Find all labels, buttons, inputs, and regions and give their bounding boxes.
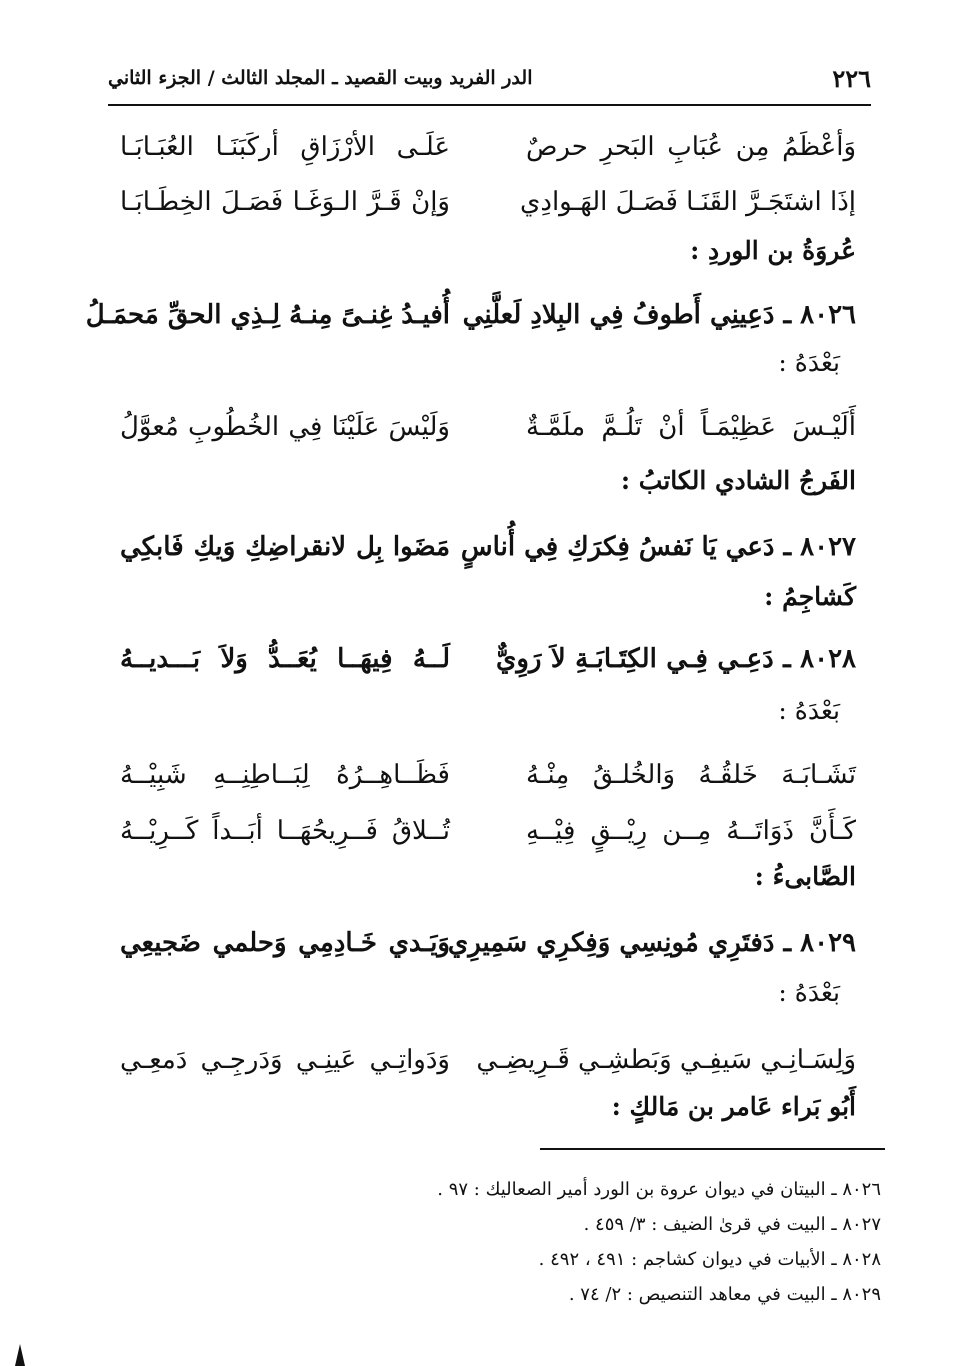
poet-name: كَشاجِمُ : — [764, 582, 856, 611]
continuation-label: بَعْدَهُ : — [778, 978, 840, 1007]
verse-line — [120, 750, 856, 800]
verse-line — [120, 177, 856, 227]
verse-first-hemistich: وَلِسَـانِـي سَيفِـي وَبَطشِـي قَـرِيضِـي — [476, 1045, 856, 1075]
verse-second-hemistich: أُفيـدُ غِنـىً مِنـهُ لِـذِي الحقِّ مَحمَـلُ — [85, 300, 450, 330]
verse-second-hemistich: فَظَــاهِــرُهُ لِبَــاطِنِــهِ شَبِيْــهُ — [120, 760, 450, 790]
footnote: ٨٠٢٦ ـ البيتان في ديوان عروة بن الورد أمير الصعاليك : ٩٧ . — [437, 1179, 881, 1200]
verse-second-hemistich: وَدَواتِـي عَينِـي وَدَرجِـي دَمعِـي — [120, 1045, 450, 1075]
footnotes — [437, 1172, 881, 1312]
verse-first-hemistich: ٨٠٢٦ ـ دَعِينِي أَطوفُ فِي البِلادِ لَعلَّنِي — [462, 300, 856, 330]
verse-second-hemistich: عَلَـى الأرْزَاقِ أركَبَنَـا العُبَـابَـا — [120, 132, 450, 162]
running-title: الدر الفريد وبيت القصيد ـ المجلد الثالث / الجزء الثاني — [108, 67, 533, 89]
continuation-label: بَعْدَهُ : — [778, 696, 840, 725]
verse-line — [120, 402, 856, 452]
page-header — [108, 58, 871, 98]
corner-mark — [15, 1344, 25, 1366]
verse-second-hemistich: مَضَوا بِل لانقراضِكِ وَيكِ فَابكِي — [120, 532, 450, 562]
verse-first-hemistich: ٨٠٢٧ ـ دَعي يَا نَفسُ فِكرَكِ فِي أُناسٍ — [460, 532, 856, 562]
verse-second-hemistich: وَلَيْسَ عَلَيْنَا فِي الخُطُوبِ مُعوَّلُ — [120, 412, 450, 442]
verse-first-hemistich: ٨٠٢٩ ـ دَفتَرِي مُونِسِي وَفِكرِي سَمِيرِي — [447, 928, 856, 958]
verse-line — [120, 1035, 856, 1085]
numbered-verse — [120, 522, 856, 572]
verse-second-hemistich: تُــلاقُ فَــرِيحُهَــا أبَــداً كَــرِيْــهُ — [120, 816, 450, 846]
poet-name: عُروَةُ بن الوردِ : — [690, 236, 856, 265]
numbered-verse — [120, 634, 856, 684]
verse-first-hemistich: إذَا اشتَجَـرَّ القَنَـا فَصَـلَ الهَـوادِي — [520, 187, 856, 217]
page-number: ٢٢٦ — [832, 63, 871, 93]
verse-second-hemistich: وَإنْ قَـرَّ الـوَغَـا فَصَـلَ الخِطَـابَـا — [120, 187, 450, 217]
footnote: ٨٠٢٩ ـ البيت في معاهد التنصيص : ٢/ ٧٤ . — [568, 1284, 881, 1305]
footnote: ٨٠٢٨ ـ الأبيات في ديوان كشاجم : ٤٩١ ، ٤٩٢ . — [538, 1249, 881, 1270]
verse-first-hemistich: أَلَيْـسَ عَظِيْمَـاً أنْ تَلُـمَّ ملَمَّـةٌ — [526, 412, 856, 442]
verse-second-hemistich: لَــهُ فِيهَــا يُعَــدُّ وَلاَ بَـــديــهُ — [120, 644, 450, 674]
verse-first-hemistich: تَشَـابَـهَ خَلقُـهُ وَالخُلـقُ مِنْـهُ — [526, 760, 856, 790]
numbered-verse — [120, 918, 856, 968]
verse-first-hemistich: وَأعْظَمُ مِن عُبَابِ البَحرِ حرصٌ — [526, 132, 856, 162]
verse-first-hemistich: ٨٠٢٨ ـ دَعِـي فِـي الكِتَـابَـةِ لاَ رَوِيٌّ — [496, 644, 856, 674]
header-rule — [108, 104, 871, 106]
footnote: ٨٠٢٧ ـ البيت في قرىٰ الضيف : ٣/ ٤٥٩ . — [583, 1214, 881, 1235]
continuation-label: بَعْدَهُ : — [778, 348, 840, 377]
verse-first-hemistich: كَـأَنَّ ذَوَاتَــهُ مِــن رِيْــقٍ فِيْــهِ — [526, 816, 856, 846]
verse-line — [120, 806, 856, 856]
poet-name: الفَرجُ الشادي الكاتبُ : — [620, 466, 856, 495]
verse-line — [120, 122, 856, 172]
poet-name: الصَّابىءُ : — [754, 862, 856, 891]
numbered-verse — [85, 290, 856, 340]
poet-name: أَبُو بَراء عَامر بن مَالكٍ : — [611, 1092, 856, 1121]
footnote-separator — [540, 1148, 885, 1150]
verse-second-hemistich: وَيَـدي خَـادِمِي وَحلمي ضَجيعِي — [120, 928, 450, 958]
